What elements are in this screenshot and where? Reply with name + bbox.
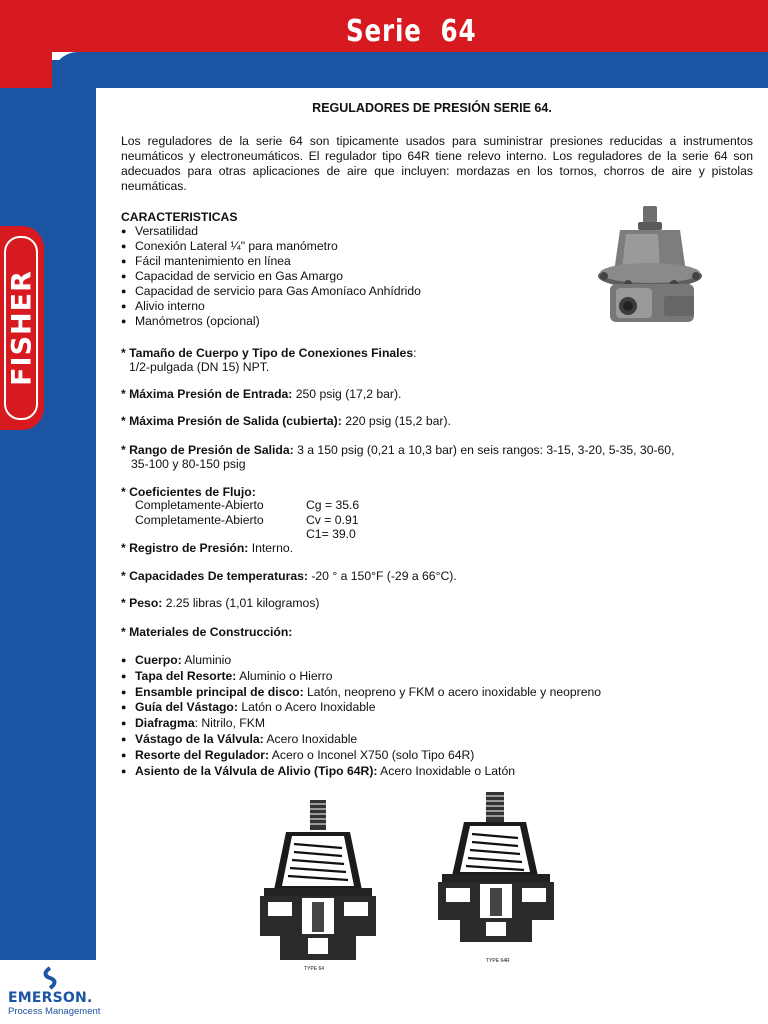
features-title: CARACTERISTICAS — [121, 210, 238, 224]
header-bar — [0, 0, 768, 52]
type-64r-diagram — [438, 790, 554, 950]
document-content — [96, 88, 768, 972]
emerson-logo — [0, 960, 110, 1024]
diagram-caption-left: TYPE 64 — [304, 966, 325, 972]
flow-row-name: Completamente-Abierto — [135, 498, 264, 512]
flow-row-value: Cv = 0.91 — [306, 513, 359, 527]
document-title: REGULADORES DE PRESIÓN SERIE 64. — [312, 101, 552, 115]
material-item: ● Ensamble principal de disco: Latón, neopreno y FKM o acero inoxidable y neopreno — [121, 685, 602, 699]
spec-pressure-register: * Registro de Presión: Interno. — [121, 541, 294, 555]
spec-max-outlet: * Máxima Presión de Salida (cubierta): 220 psig (15,2 bar). — [121, 414, 451, 428]
spec-outlet-range: * Rango de Presión de Salida: 3 a 150 psig (0,21 a 10,3 bar) en seis rangos: 3-15, 3-20, 5-35, 30-60, — [121, 443, 675, 457]
feature-item: ● Fácil mantenimiento en línea — [121, 254, 291, 268]
diagram-caption-right: TYPE 64R — [486, 958, 510, 964]
emerson-name: EMERSON. — [8, 990, 93, 1006]
spec-outlet-range-cont: 35-100 y 80-150 psig — [131, 457, 246, 471]
blue-sidebar — [0, 88, 96, 960]
feature-item: ● Alivio interno — [121, 299, 205, 313]
material-item: ● Vástago de la Válvula: Acero Inoxidable — [121, 732, 358, 746]
emerson-mark-icon — [38, 966, 62, 990]
page-title: Serie 64 — [346, 14, 477, 49]
fisher-logo-text: FISHER — [6, 270, 38, 386]
flow-row-name: Completamente-Abierto — [135, 513, 264, 527]
material-item: ● Asiento de la Válvula de Alivio (Tipo 64R): Acero Inoxidable o Latón — [121, 764, 516, 778]
material-item: ● Tapa del Resorte: Aluminio o Hierro — [121, 669, 333, 683]
material-item: ● Guía del Vástago: Latón o Acero Inoxidable — [121, 700, 376, 714]
spec-body-size-value: 1/2-pulgada (DN 15) NPT. — [129, 360, 270, 374]
feature-item: ● Manómetros (opcional) — [121, 314, 260, 328]
flow-row-value: C1= 39.0 — [306, 527, 356, 541]
spec-temperature: * Capacidades De temperaturas: -20 ° a 150°F (-29 a 66°C). — [121, 569, 457, 583]
spec-body-size: * Tamaño de Cuerpo y Tipo de Conexiones Finales: — [121, 346, 417, 360]
feature-item: ● Versatilidad — [121, 224, 199, 238]
spec-max-inlet: * Máxima Presión de Entrada: 250 psig (17,2 bar). — [121, 387, 402, 401]
material-item: ● Resorte del Regulador: Acero o Inconel X750 (solo Tipo 64R) — [121, 748, 475, 762]
regulator-photo — [588, 200, 718, 350]
fisher-logo — [0, 226, 44, 430]
emerson-subtitle: Process Management — [8, 1006, 101, 1017]
material-item: ● Diafragma: Nitrilo, FKM — [121, 716, 266, 730]
type-64-diagram — [258, 798, 378, 976]
feature-item: ● Capacidad de servicio en Gas Amargo — [121, 269, 343, 283]
material-item: ● Cuerpo: Aluminio — [121, 653, 232, 667]
spec-weight: * Peso: 2.25 libras (1,01 kilogramos) — [121, 596, 320, 610]
feature-item: ● Conexión Lateral ¼" para manómetro — [121, 239, 338, 253]
materials-title: * Materiales de Construcción: — [121, 625, 293, 639]
blue-bar — [52, 52, 768, 88]
feature-item: ● Capacidad de servicio para Gas Amoníaco Anhídrido — [121, 284, 421, 298]
flow-row-value: Cg = 35.6 — [306, 498, 360, 512]
flow-title: * Coeficientes de Flujo: — [121, 485, 256, 499]
intro-paragraph: Los reguladores de la serie 64 son tipicamente usados para suministrar presiones reducidas a instrumentos neumáticos y electroneumáticos. El regulador tipo 64R tiene relevo interno. Los reguladores de la serie 64 son adecuados para otras aplicaciones de aire que incluyen: mordazas en los tornos, chorros de aire y pistolas neumáticas. — [121, 134, 753, 193]
